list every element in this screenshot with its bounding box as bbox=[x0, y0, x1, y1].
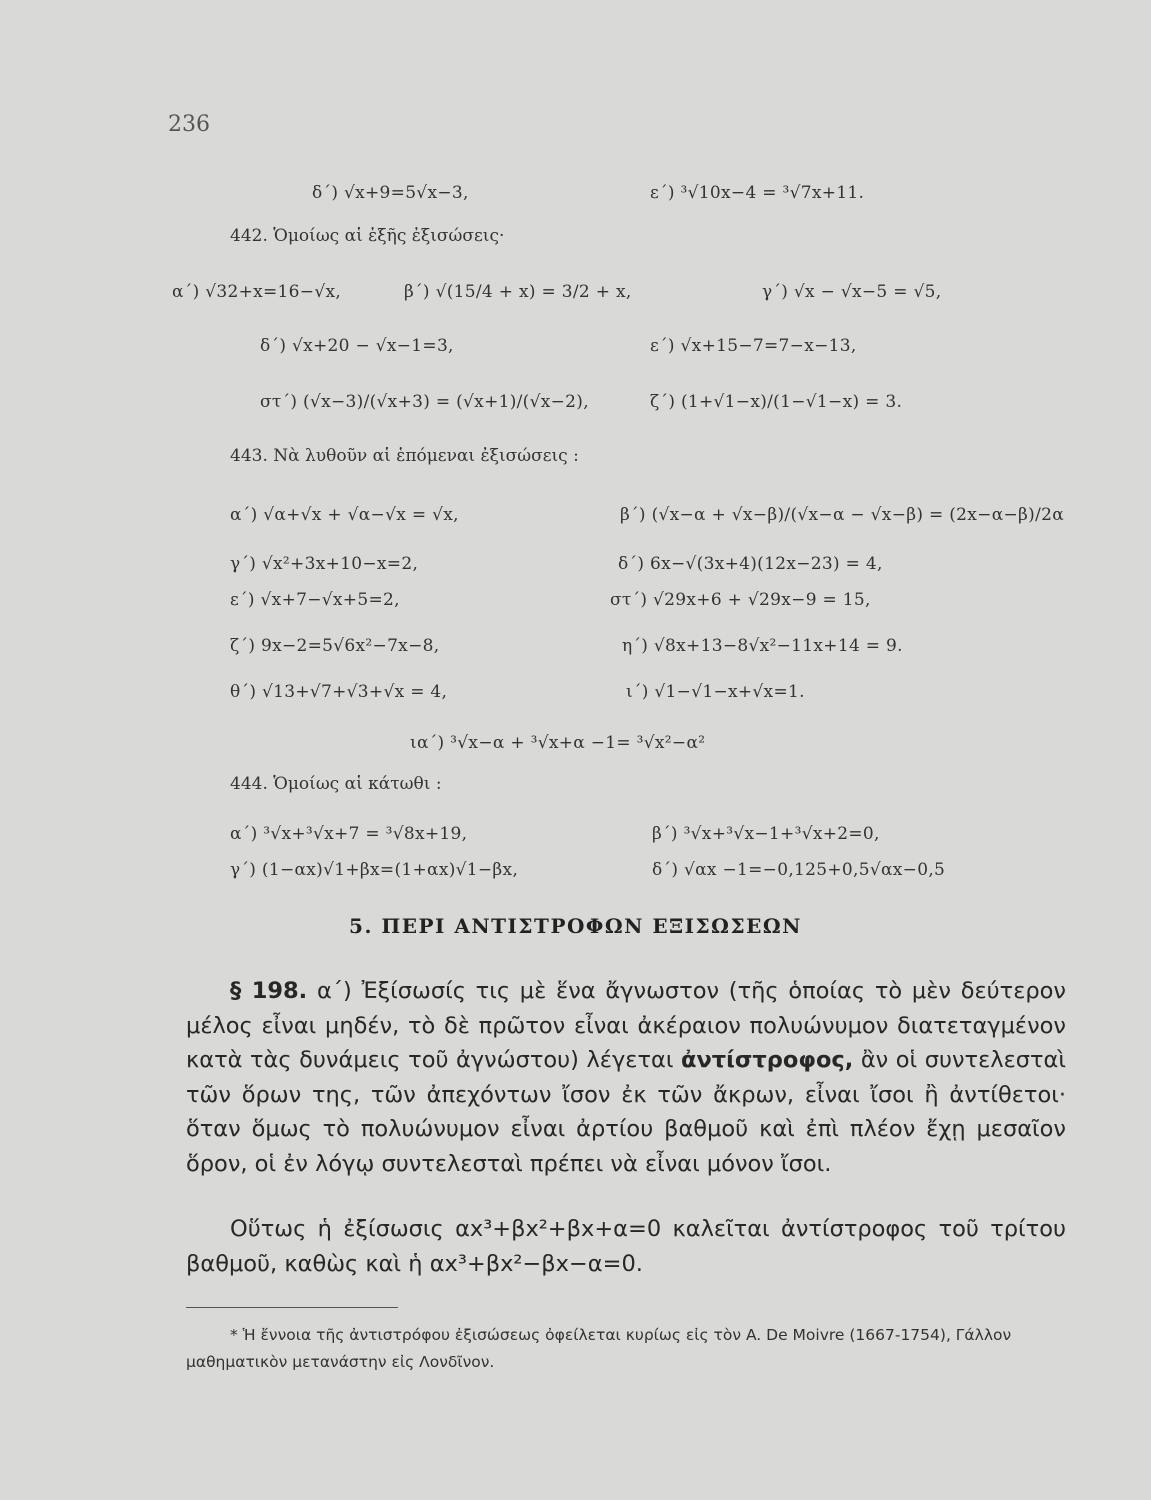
paragraph-198 bbox=[186, 974, 1066, 1181]
exercise-442-st: στ΄) (√x−3)/(√x+3) = (√x+1)/(√x−2), bbox=[260, 392, 589, 412]
exercise-442-heading: 442. Ὁμοίως αἱ ἑξῆς ἐξισώσεις· bbox=[230, 226, 505, 246]
exercise-442-d: δ΄) √x+20 − √x−1=3, bbox=[260, 336, 454, 356]
exercise-443-heading: 443. Νὰ λυθοῦν αἱ ἑπόμεναι ἐξισώσεις : bbox=[230, 446, 579, 466]
paragraph-text-a: α΄) Ἐξίσωσίς τις μὲ ἕνα ἄγνωστον (τῆς ὁποίας τὸ μὲν δεύτερον μέλος εἶναι μηδέν, τὸ δὲ πρῶτον εἶναι ἀκέραιον πολυώνυμον διατεταγμένον κατὰ τὰς δυνάμεις τοῦ ἀγνώστου) λέγεται bbox=[186, 978, 1066, 1073]
footnote-rule bbox=[186, 1307, 398, 1308]
exercise-443-th: θ΄) √13+√7+√3+√x = 4, bbox=[230, 682, 448, 702]
exercise-443-b: β΄) (√x−α + √x−β)/(√x−α − √x−β) = (2x−α−β)/2α bbox=[620, 505, 1065, 525]
exercise-444-a: α΄) ³√x+³√x+7 = ³√8x+19, bbox=[230, 824, 468, 844]
page-number: 236 bbox=[168, 112, 210, 137]
equation-top-delta: δ΄) √x+9=5√x−3, bbox=[312, 183, 469, 203]
paragraph-term: ἀντίστροφος, bbox=[680, 1047, 854, 1073]
equation-top-epsilon: ε΄) ³√10x−4 = ³√7x+11. bbox=[650, 183, 865, 203]
exercise-443-e: ε΄) √x+7−√x+5=2, bbox=[230, 590, 400, 610]
exercise-443-st: στ΄) √29x+6 + √29x−9 = 15, bbox=[610, 590, 871, 610]
exercise-442-c: γ΄) √x − √x−5 = √5, bbox=[762, 282, 942, 302]
footnote: * Ἡ ἔννοια τῆς ἀντιστρόφου ἐξισώσεως ὀφείλεται κυρίως εἰς τὸν A. De Moivre (1667-1754), Γάλλον μαθηματικὸν μετανάστην εἰς Λονδῖνον. bbox=[186, 1326, 1012, 1371]
exercise-442-z: ζ΄) (1+√1−x)/(1−√1−x) = 3. bbox=[650, 392, 903, 412]
exercise-444-d: δ΄) √αx −1=−0,125+0,5√αx−0,5 bbox=[652, 860, 946, 880]
section-title: 5. ΠΕΡΙ ΑΝΤΙΣΤΡΟΦΩΝ ΕΞΙΣΩΣΕΩΝ bbox=[349, 914, 802, 938]
exercise-443-ia: ια΄) ³√x−α + ³√x+α −1= ³√x²−α² bbox=[410, 733, 706, 753]
exercise-442-e: ε΄) √x+15−7=7−x−13, bbox=[650, 336, 857, 356]
exercise-443-h: η΄) √8x+13−8√x²−11x+14 = 9. bbox=[622, 636, 903, 656]
exercise-442-a: α΄) √32+x=16−√x, bbox=[172, 282, 342, 302]
exercise-444-c: γ΄) (1−αx)√1+βx=(1+αx)√1−βx, bbox=[230, 860, 519, 880]
exercise-444-heading: 444. Ὁμοίως αἱ κάτωθι : bbox=[230, 774, 442, 794]
paragraph-example: Οὕτως ἡ ἐξίσωσις αx³+βx²+βx+α=0 καλεῖται ἀντίστροφος τοῦ τρίτου βαθμοῦ, καθὼς καὶ ἡ αx³+βx²−βx−α=0. bbox=[186, 1216, 1066, 1277]
exercise-443-d: δ΄) 6x−√(3x+4)(12x−23) = 4, bbox=[618, 554, 883, 574]
exercise-443-z: ζ΄) 9x−2=5√6x²−7x−8, bbox=[230, 636, 440, 656]
paragraph-text-b: ἂν οἱ συντελεσταὶ τῶν ὅρων της, τῶν ἀπεχόντων ἴσον ἐκ τῶν ἄκρων, εἶναι ἴσοι ἢ ἀντίθετοι· ὅταν ὅμως τὸ πολυώνυμον εἶναι ἀρτίου βαθμοῦ καὶ ἐπὶ πλέον ἔχῃ μεσαῖον ὅρον, οἱ ἐν λόγῳ συντελεσταὶ πρέπει νὰ εἶναι μόνον ἴσοι. bbox=[186, 1047, 1066, 1177]
exercise-443-i: ι΄) √1−√1−x+√x=1. bbox=[626, 682, 805, 702]
exercise-443-a: α΄) √α+√x + √α−√x = √x, bbox=[230, 505, 459, 525]
paragraph-lead: § 198. bbox=[230, 978, 308, 1004]
exercise-444-b: β΄) ³√x+³√x−1+³√x+2=0, bbox=[652, 824, 880, 844]
exercise-442-b: β΄) √(15/4 + x) = 3/2 + x, bbox=[404, 282, 632, 302]
exercise-443-c: γ΄) √x²+3x+10−x=2, bbox=[230, 554, 419, 574]
